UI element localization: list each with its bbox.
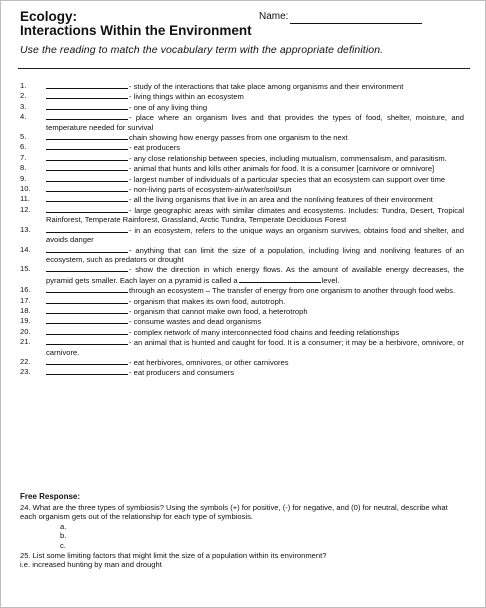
header-divider bbox=[18, 68, 470, 69]
answer-blank[interactable] bbox=[46, 132, 128, 140]
vocab-definition bbox=[46, 174, 464, 184]
vocab-item bbox=[20, 102, 464, 112]
question-24: 24. What are the three types of symbiosis? Using the symbols (+) for positive, (-) for negative, and (0) for neutral, describe what each organism gets out of the relationship for each type of symbiosis. bbox=[20, 502, 448, 522]
answer-blank[interactable] bbox=[46, 225, 128, 233]
vocab-item bbox=[20, 163, 464, 173]
answer-blank[interactable] bbox=[46, 194, 128, 202]
vocab-item bbox=[20, 205, 464, 225]
answer-blank[interactable] bbox=[46, 205, 128, 213]
definition-text: chain showing how energy passes from one organism to the next bbox=[129, 133, 348, 143]
vocab-number: 19. bbox=[20, 316, 31, 326]
vocab-item bbox=[20, 194, 464, 204]
answer-blank[interactable] bbox=[46, 81, 128, 89]
vocab-definition bbox=[46, 184, 464, 194]
vocab-number: 14. bbox=[20, 244, 31, 254]
vocab-number: 15. bbox=[20, 264, 31, 274]
definition-text: - eat producers bbox=[129, 143, 181, 153]
vocab-number: 18. bbox=[20, 305, 31, 315]
answer-blank[interactable] bbox=[46, 174, 128, 182]
vocab-number: 11. bbox=[20, 194, 30, 204]
vocab-definition bbox=[46, 81, 464, 91]
vocab-definition bbox=[46, 264, 464, 285]
definition-text: - study of the interactions that take place among organisms and their environment bbox=[129, 82, 404, 91]
free-response-heading: Free Response: bbox=[20, 492, 81, 501]
vocab-definition bbox=[46, 163, 464, 173]
answer-blank[interactable] bbox=[46, 357, 128, 365]
definition-text: - large geographic areas with similar climates and ecosystems. Includes: Tundra, Desert, Tropical Rainforest, Temperate Rainforest, Grassland, Arctic Tundra, Temperate Deciduous Forest bbox=[46, 205, 464, 225]
definition-text: - organism that makes its own food, autotroph. bbox=[129, 296, 286, 306]
vocab-definition bbox=[46, 112, 464, 132]
vocab-number: 5. bbox=[20, 132, 27, 142]
vocab-item bbox=[20, 91, 464, 101]
vocab-number: 3. bbox=[20, 101, 27, 111]
vocab-item bbox=[20, 285, 464, 295]
vocab-definition bbox=[46, 316, 464, 326]
vocab-number: 2. bbox=[20, 91, 27, 101]
definition-text: through an ecosystem – The transfer of energy from one organism to another through food webs. bbox=[129, 286, 456, 296]
vocab-definition bbox=[46, 153, 464, 163]
vocab-number: 16. bbox=[20, 285, 31, 295]
definition-text: - non-living parts of ecosystem-air/water/soil/sun bbox=[129, 185, 292, 195]
vocab-item bbox=[20, 316, 464, 326]
definition-text: - complex network of many interconnected food chains and feeding relationships bbox=[129, 327, 400, 337]
definition-text: - animal that hunts and kills other animals for food. It is a consumer [carnivore or omnivore] bbox=[129, 164, 435, 174]
definition-text-after: level. bbox=[321, 275, 340, 285]
vocab-item bbox=[20, 327, 464, 337]
vocab-definition bbox=[46, 367, 464, 377]
question-24-a: a. bbox=[60, 521, 67, 531]
vocab-definition bbox=[46, 245, 464, 265]
definition-text: - organism that cannot make own food, a heterotroph bbox=[129, 306, 308, 316]
vocab-definition bbox=[46, 205, 464, 225]
answer-blank[interactable] bbox=[46, 153, 128, 161]
vocab-item bbox=[20, 81, 464, 91]
vocab-number: 21. bbox=[20, 337, 31, 347]
definition-text: - any close relationship between species, including mutualism, commensalism, and parasitism. bbox=[129, 153, 447, 163]
vocab-number: 17. bbox=[20, 295, 31, 305]
vocab-number: 6. bbox=[20, 142, 27, 152]
answer-blank[interactable] bbox=[46, 163, 128, 171]
answer-blank[interactable] bbox=[46, 245, 128, 253]
level-answer-blank[interactable] bbox=[239, 275, 321, 283]
vocab-number: 7. bbox=[20, 152, 27, 162]
definition-text: - one of any living thing bbox=[129, 102, 208, 112]
definition-text: - consume wastes and dead organisms bbox=[129, 317, 262, 327]
answer-blank[interactable] bbox=[46, 142, 128, 150]
vocab-item bbox=[20, 225, 464, 245]
definition-text: - eat herbivores, omnivores, or other carnivores bbox=[129, 357, 289, 367]
vocab-number: 4. bbox=[20, 112, 27, 122]
definition-text: - all the living organisms that live in an area and the nonliving features of their environment bbox=[129, 195, 433, 205]
answer-blank[interactable] bbox=[46, 285, 128, 293]
vocab-number: 10. bbox=[20, 184, 31, 194]
instructions: Use the reading to match the vocabulary term with the appropriate definition. bbox=[20, 44, 384, 56]
answer-blank[interactable] bbox=[46, 337, 128, 345]
vocabulary-list bbox=[20, 81, 464, 378]
vocab-definition bbox=[46, 327, 464, 337]
vocab-item bbox=[20, 245, 464, 265]
vocab-item bbox=[20, 306, 464, 316]
vocab-number: 1. bbox=[20, 81, 27, 90]
vocab-definition bbox=[46, 306, 464, 316]
definition-text: - in an ecosystem, refers to the unique ways an organism survives, obtains food and shelter, and avoids danger bbox=[46, 225, 464, 245]
definition-text: - an animal that is hunted and caught for food. It is a consumer; it may be a herbivore, omnivore, or carnivore. bbox=[46, 338, 464, 357]
definition-text: - show the direction in which energy flows. As the amount of available energy decreases, the pyramid gets smaller. Each layer on a pyramid is called a bbox=[46, 265, 464, 285]
definition-text: - eat producers and consumers bbox=[129, 368, 235, 378]
vocab-item bbox=[20, 132, 464, 142]
vocab-definition bbox=[46, 357, 464, 367]
answer-blank[interactable] bbox=[46, 264, 128, 272]
worksheet-header bbox=[20, 10, 470, 38]
answer-blank[interactable] bbox=[46, 316, 128, 324]
answer-blank[interactable] bbox=[46, 112, 128, 120]
answer-blank[interactable] bbox=[46, 102, 128, 110]
answer-blank[interactable] bbox=[46, 184, 128, 192]
vocab-item bbox=[20, 337, 464, 357]
answer-blank[interactable] bbox=[46, 327, 128, 335]
vocab-number: 12. bbox=[20, 204, 31, 214]
free-response-section bbox=[20, 492, 464, 570]
question-25: 25. List some limiting factors that might limit the size of a population within its environment? bbox=[20, 550, 327, 560]
vocab-definition bbox=[46, 296, 464, 306]
name-blank[interactable] bbox=[290, 13, 422, 24]
title-line-1: Ecology: bbox=[20, 9, 78, 24]
vocab-item bbox=[20, 184, 464, 194]
vocab-item bbox=[20, 112, 464, 132]
vocab-item bbox=[20, 357, 464, 367]
vocab-item bbox=[20, 174, 464, 184]
vocab-item bbox=[20, 264, 464, 285]
vocab-number: 20. bbox=[20, 326, 31, 336]
vocab-number: 22. bbox=[20, 356, 31, 366]
answer-blank[interactable] bbox=[46, 367, 128, 375]
answer-blank[interactable] bbox=[46, 296, 128, 304]
definition-text: - anything that can limit the size of a population, including living and nonliving features of an ecosystem, such as predators or drought bbox=[46, 245, 464, 264]
definition-text: - largest number of individuals of a particular species that an ecosystem can support over time bbox=[129, 174, 446, 184]
definition-text: - living things within an ecosystem bbox=[129, 92, 244, 102]
vocab-number: 13. bbox=[20, 224, 31, 234]
vocab-number: 8. bbox=[20, 163, 27, 173]
vocab-definition bbox=[46, 337, 464, 357]
vocab-definition bbox=[46, 225, 464, 245]
vocab-definition bbox=[46, 91, 464, 101]
vocab-definition bbox=[46, 102, 464, 112]
vocab-item bbox=[20, 367, 464, 377]
title-line-2: Interactions Within the Environment bbox=[20, 23, 252, 38]
name-field bbox=[259, 10, 422, 24]
definition-text: - place where an organism lives and that provides the types of food, shelter, moisture, and temperature needed for survival bbox=[46, 113, 464, 132]
question-25-example: i.e. increased hunting by man and drought bbox=[20, 560, 162, 570]
vocab-number: 9. bbox=[20, 173, 27, 183]
vocab-item bbox=[20, 296, 464, 306]
vocab-definition bbox=[46, 132, 464, 142]
vocab-item bbox=[20, 153, 464, 163]
answer-blank[interactable] bbox=[46, 91, 128, 99]
name-label: Name: bbox=[259, 11, 289, 22]
vocab-definition bbox=[46, 142, 464, 152]
vocab-definition bbox=[46, 285, 464, 295]
vocab-item bbox=[20, 142, 464, 152]
answer-blank[interactable] bbox=[46, 306, 128, 314]
vocab-number: 23. bbox=[20, 367, 31, 377]
question-24-b: b. bbox=[60, 531, 67, 541]
question-24-c: c. bbox=[60, 540, 66, 550]
vocab-definition bbox=[46, 194, 464, 204]
